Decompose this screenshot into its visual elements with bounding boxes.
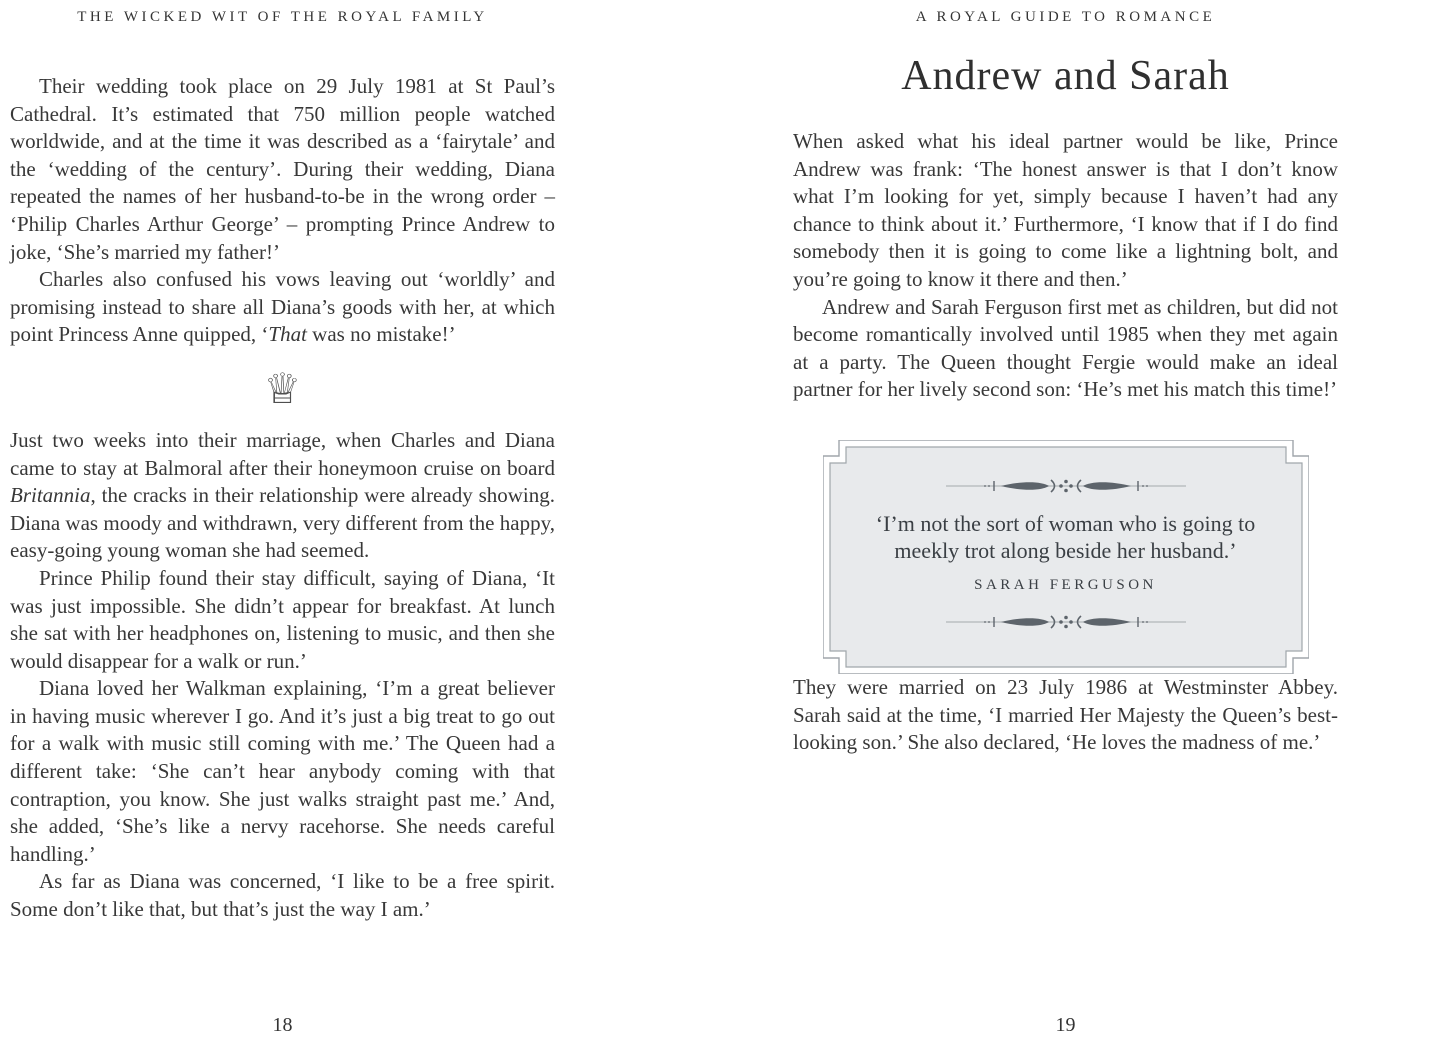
paragraph-text: Just two weeks into their marriage, when Charles and Diana came to stay at Balmoral after their honeymoon cruise on board xyxy=(10,427,555,480)
left-page-number: 18 xyxy=(272,1014,293,1036)
left-page xyxy=(10,0,555,1050)
paragraph-text: , the cracks in their relationship were already showing. Diana was moody and withdrawn, very different from the happy, easy-going young woman she had seemed. xyxy=(10,483,555,563)
right-page-number: 19 xyxy=(1055,1014,1076,1036)
paragraph-text: Charles also confused his vows leaving out ‘worldly’ and promising instead to share all Diana’s goods with her, at which point Princess Anne quipped, ‘ xyxy=(10,267,555,347)
quote-box-content xyxy=(823,440,1309,674)
paragraph: As far as Diana was concerned, ‘I like to be a free spirit. Some don’t like that, but that’s just the way I am.’ xyxy=(10,869,555,922)
paragraph: When asked what his ideal partner would be like, Prince Andrew was frank: ‘The honest answer is that I don’t know what I’m looking for yet, simply because I haven’t had any chance to think about it.’ Furthermore, ‘I know that if I do find somebody then it is going to come like a lightning bolt, and you’re going to know it there and then.’ xyxy=(793,129,1338,291)
quote-text: ‘I’m not the sort of woman who is going to meekly trot along beside her husband.’ xyxy=(875,510,1256,563)
italic-word: Britannia xyxy=(10,483,91,508)
right-page xyxy=(793,0,1338,1050)
paragraph: Andrew and Sarah Ferguson first met as children, but did not become romantically involved until 1985 when they met again at a party. The Queen thought Fergie would make an ideal partner for her lively second son: ‘He’s met his match this time!’ xyxy=(793,294,1338,402)
paragraph xyxy=(10,427,555,565)
ornamental-divider-icon xyxy=(946,612,1186,632)
paragraph: Their wedding took place on 29 July 1981 at St Paul’s Cathedral. It’s estimated that 750 million people watched worldwide, and at the time it was described as a ‘fairytale’ and the ‘wedding of the century’. During their wedding, Diana repeated the names of her husband-to-be in the wrong order – ‘Philip Charles Arthur George’ – prompting Prince Andrew to joke, ‘She’s married my father!’ xyxy=(10,74,555,264)
quote-attribution: SARAH FERGUSON xyxy=(974,576,1157,593)
right-page-body xyxy=(793,128,1338,757)
paragraph: Prince Philip found their stay difficult, saying of Diana, ‘It was just impossible. She didn’t appear for breakfast. At lunch she sat with her headphones on, listening to music, and then she would disappear for a walk or run.’ xyxy=(10,565,555,673)
paragraph: They were married on 23 July 1986 at Westminster Abbey. Sarah said at the time, ‘I married Her Majesty the Queen’s best-looking son.’ She also declared, ‘He loves the madness of me.’ xyxy=(793,674,1338,755)
paragraph-text: was no mistake!’ xyxy=(306,322,456,347)
italic-word: That xyxy=(268,322,307,347)
chapter-title: Andrew and Sarah xyxy=(901,53,1230,99)
left-running-header: THE WICKED WIT OF THE ROYAL FAMILY xyxy=(77,9,488,25)
left-page-body xyxy=(10,73,555,924)
ornamental-divider-icon xyxy=(946,476,1186,496)
paragraph xyxy=(10,266,555,349)
paragraph: Diana loved her Walkman explaining, ‘I’m a great believer in having music wherever I go. And it’s just a big treat to go out for a walk with music still coming with me.’ The Queen had a different take: ‘She can’t hear anybody coming with that contraption, you know. She just walks straight past me.’ And, she added, ‘She’s like a nervy racehorse. She needs careful handling.’ xyxy=(10,676,555,866)
right-running-header: A ROYAL GUIDE TO ROMANCE xyxy=(915,9,1216,25)
crown-ornament-icon: ♕ xyxy=(263,363,302,413)
quote-box xyxy=(823,440,1309,674)
